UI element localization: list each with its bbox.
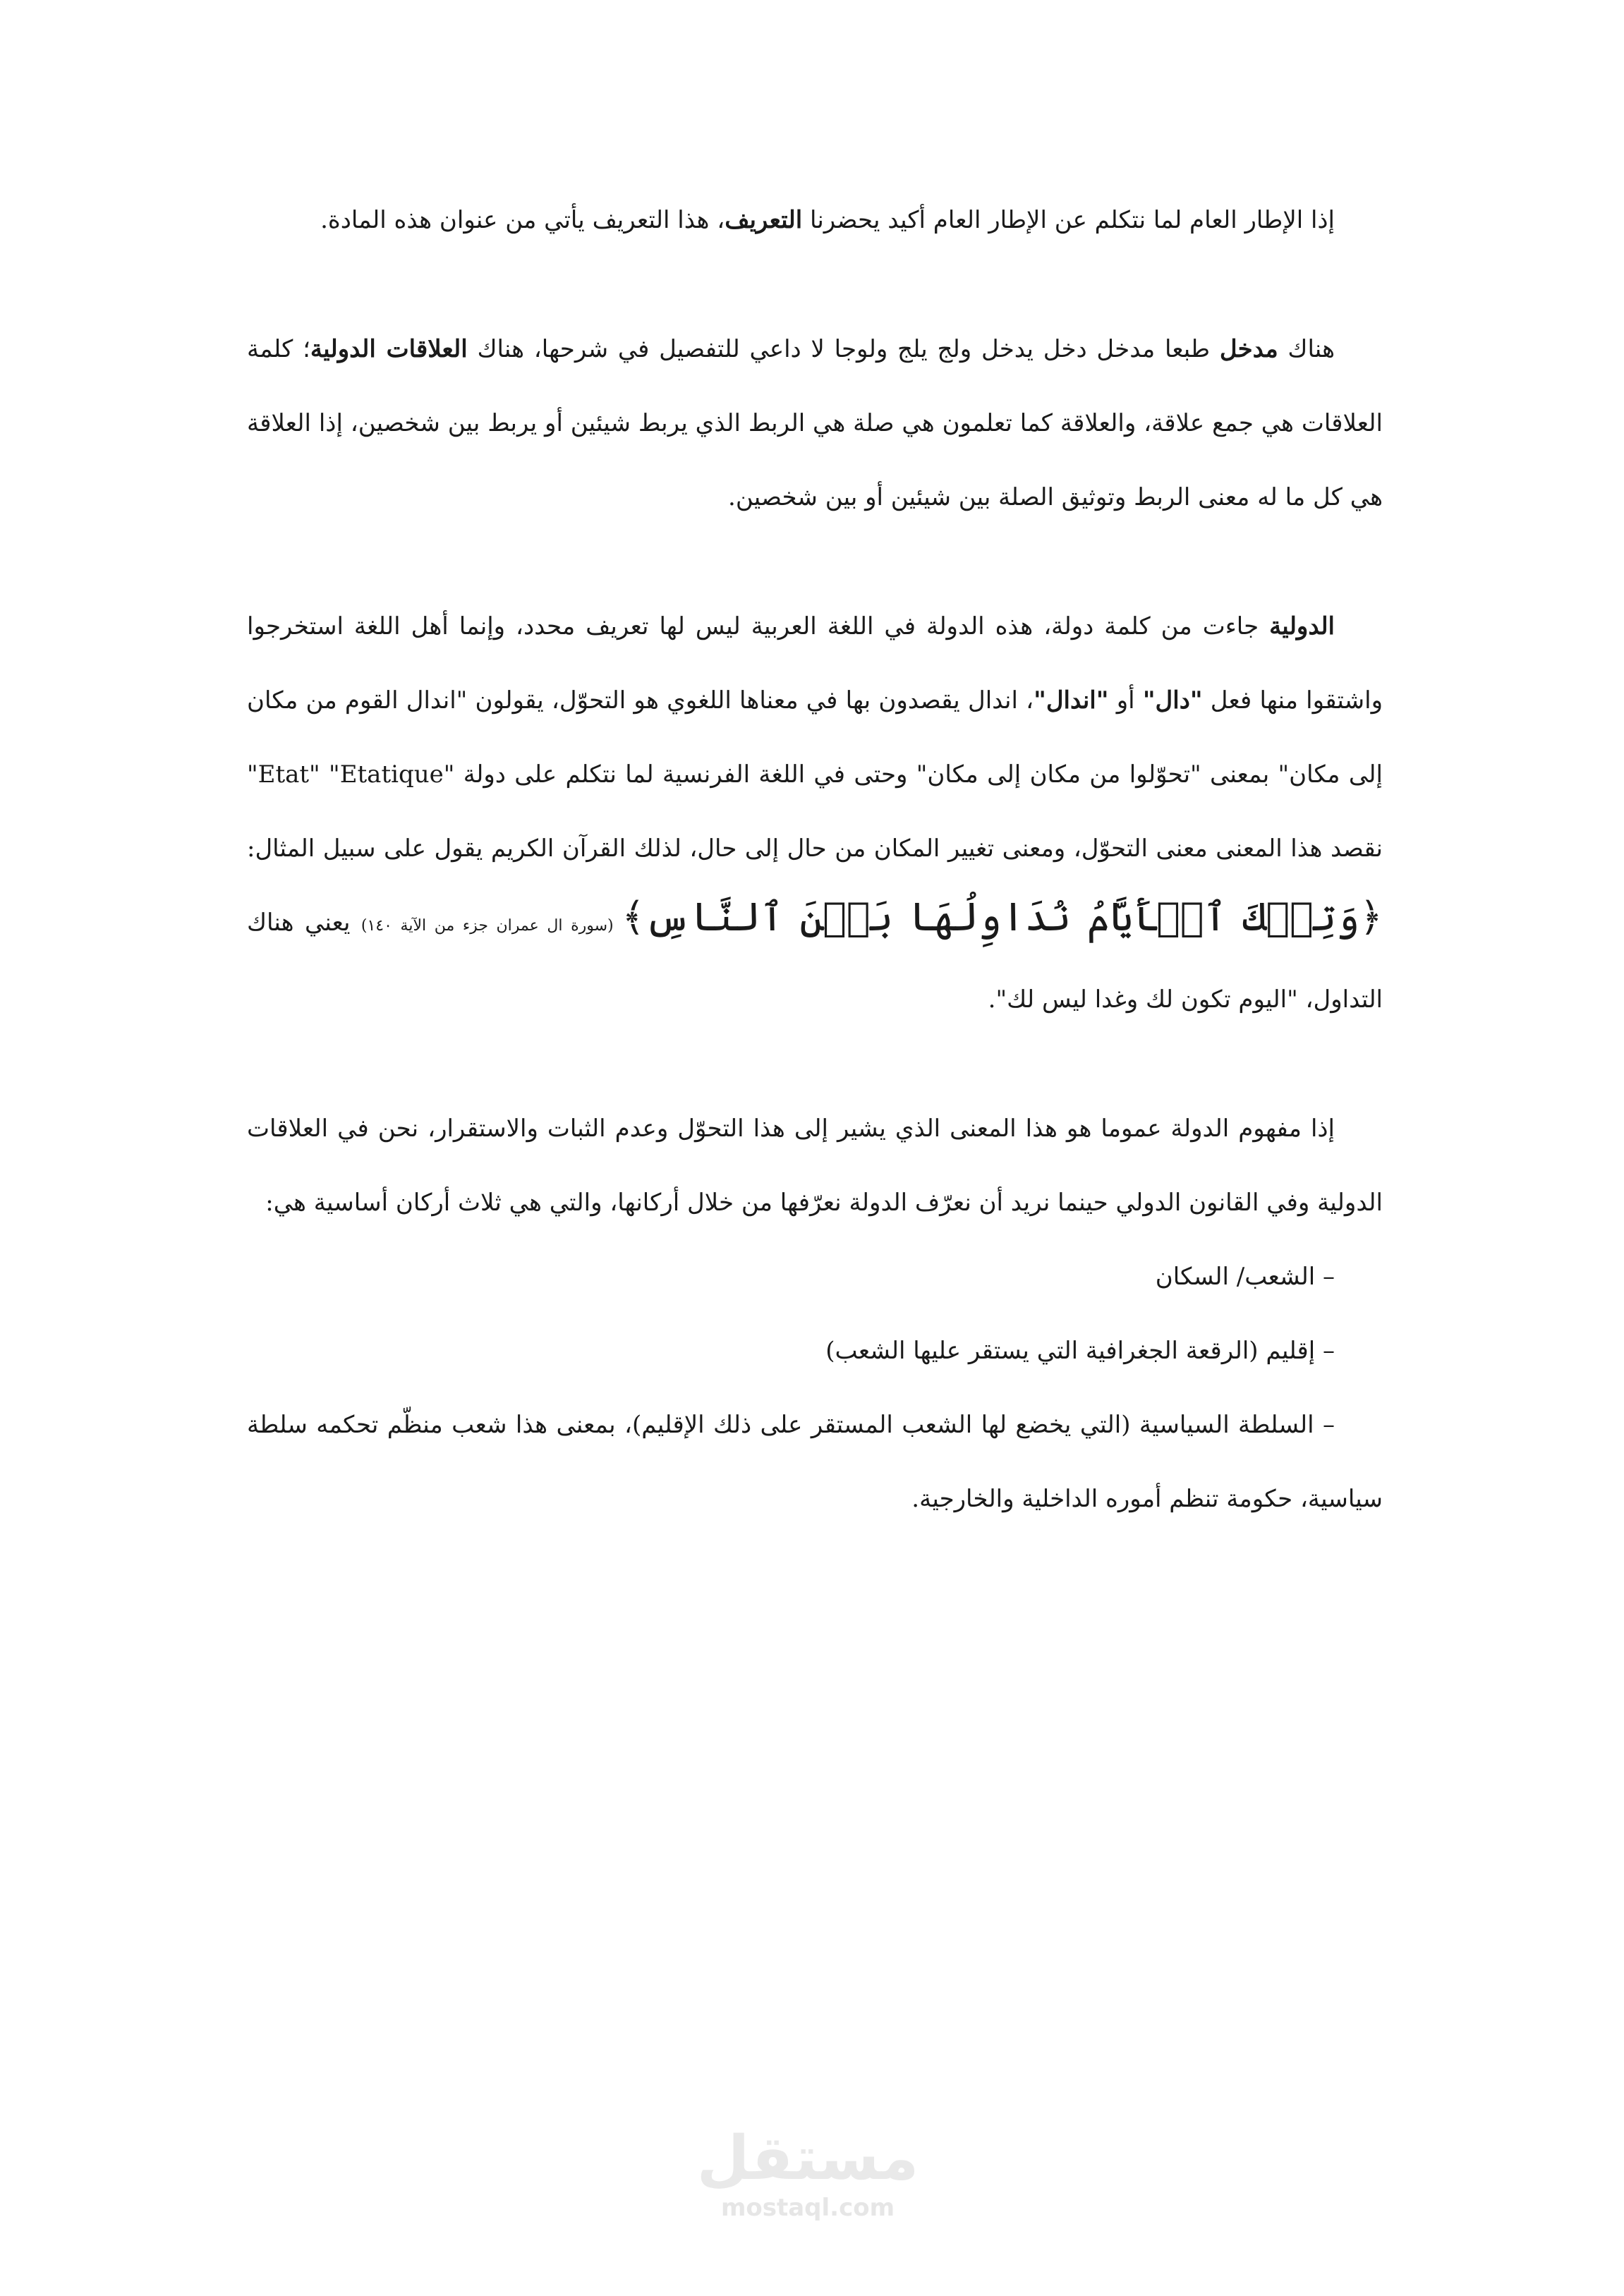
list-item-authority: – السلطة السياسية (التي يخضع لها الشعب المستقر على ذلك الإقليم)، بمعنى هذا شعب منظّم تحكمه سلطة سياسية، حكومة تنظم أموره الداخلية والخارجية. bbox=[247, 1411, 1383, 1513]
verse-reference: (سورة ال عمران جزء من الآية ١٤٠) bbox=[360, 917, 622, 935]
text-run: إذا مفهوم الدولة عموما هو هذا المعنى الذي يشير إلى هذا التحوّل وعدم الثبات والاستقرار، نحن في العلاقات الدولية وفي القانون الدولي حينما نريد أن نعرّف الدولة نعرّفها من خلال أركانها، والتي هي ثلاث أركان أساسية هي: bbox=[247, 1114, 1383, 1217]
document-body bbox=[247, 183, 1383, 1536]
watermark bbox=[691, 2123, 924, 2250]
text-run: هناك bbox=[1278, 335, 1335, 363]
text-run: أو bbox=[1108, 686, 1143, 715]
watermark-logo: مستقل bbox=[696, 2123, 919, 2194]
bold-term-introduction: مدخل bbox=[1219, 335, 1278, 363]
paragraph-definition bbox=[247, 183, 1383, 257]
text-run: طبعا مدخل دخل يدخل ولج يلج ولوجا لا داعي للتفصيل في شرحها، هناك bbox=[467, 335, 1220, 363]
bold-term-indal: "اندال" bbox=[1034, 686, 1109, 715]
text-run: ، اندال يقصدون بها في معناها اللغوي هو التحوّل، يقولون "اندال القوم من مكان إلى مكان" بمعنى "تحوّلوا من مكان إلى مكان" وحتى في اللغة الفرنسية لما نتكلم على دولة "Etat" "Etatique" نقصد هذا المعنى معنى التحوّل، ومعنى تغيير المكان من حال إلى حال، لذلك القرآن الكريم يقول على سبيل المثال: bbox=[247, 686, 1383, 863]
text-run: ، هذا التعريف يأتي من عنوان هذه المادة. bbox=[320, 206, 725, 234]
watermark-url: mostaql.com bbox=[720, 2194, 895, 2222]
bold-term-international-relations: العلاقات الدولية bbox=[310, 335, 468, 363]
bold-term-dal: "دال" bbox=[1142, 686, 1203, 715]
bold-term-international: الدولية bbox=[1269, 612, 1335, 640]
text-run: ؛ كلمة العلاقات هي جمع علاقة، والعلاقة كما تعلمون هي صلة هي الربط الذي يربط شيئين أو يربط بين شخصين، إذا العلاقة هي كل ما له معنى الربط وتوثيق الصلة بين شيئين أو بين شخصين. bbox=[247, 335, 1383, 511]
paragraph-state-concept bbox=[247, 1092, 1383, 1240]
paragraph-introduction bbox=[247, 312, 1383, 535]
quran-verse: ﴿وَتِلۡكَ ٱلۡأَيَّامُ نُدَاوِلُهَا بَيۡنَ ٱلنَّاسِ﴾ bbox=[622, 894, 1383, 940]
paragraph-international bbox=[247, 590, 1383, 1037]
text-run: يعني هناك التداول، "اليوم تكون لك وغدا ليس لك". bbox=[247, 909, 1383, 1014]
text-run: إذا الإطار العام لما نتكلم عن الإطار العام أكيد يحضرنا bbox=[802, 206, 1335, 234]
bold-term-definition: التعريف bbox=[725, 206, 803, 234]
list-item-people: – الشعب/ السكان bbox=[1155, 1263, 1335, 1291]
list-item-territory: – إقليم (الرقعة الجغرافية التي يستقر عليها الشعب) bbox=[825, 1337, 1335, 1365]
text-run: جاءت من كلمة دولة، هذه الدولة في اللغة العربية ليس لها تعريف محدد، وإنما أهل اللغة استخرجوا واشتقوا منها فعل bbox=[247, 612, 1383, 715]
